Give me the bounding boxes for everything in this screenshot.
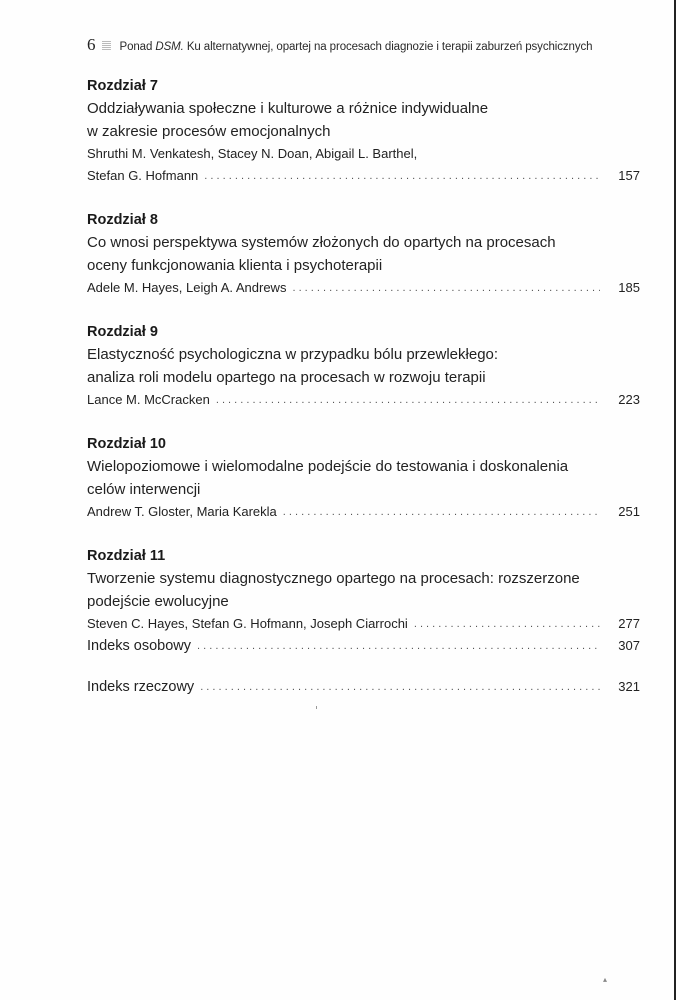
running-header-italic: DSM. bbox=[155, 41, 184, 53]
chapter-title-line: oceny funkcjonowania klienta i psychoterapii bbox=[87, 257, 383, 274]
running-header bbox=[87, 35, 647, 55]
chapter-title-line: analiza roli modelu opartego na procesach w rozwoju terapii bbox=[87, 369, 486, 386]
running-header-rest: Ku alternatywnej, opartej na procesach diagnozie i terapii zaburzeń psychicznych bbox=[183, 41, 593, 53]
header-ornament-icon bbox=[102, 41, 111, 51]
chapter-authors-last: Andrew T. Gloster, Maria Karekla bbox=[87, 504, 277, 519]
chapter-page-number: 251 bbox=[618, 504, 640, 519]
index-entry-personal[interactable] bbox=[87, 635, 640, 658]
index-entries bbox=[87, 635, 640, 699]
table-of-contents bbox=[87, 75, 640, 657]
toc-chapter-8 bbox=[87, 209, 640, 300]
chapter-heading: Rozdział 11 bbox=[87, 548, 166, 564]
toc-chapter-11 bbox=[87, 545, 640, 636]
chapter-page-number: 223 bbox=[618, 392, 640, 407]
chapter-title-line: Tworzenie systemu diagnostycznego opartego na procesach: rozszerzone bbox=[87, 570, 580, 587]
chapter-title-line: Wielopoziomowe i wielomodalne podejście do testowania i doskonalenia bbox=[87, 458, 569, 475]
index-page-number: 321 bbox=[618, 679, 640, 694]
chapter-heading: Rozdział 10 bbox=[87, 436, 166, 452]
chapter-title-line: w zakresie procesów emocjonalnych bbox=[87, 123, 331, 140]
running-header-prefix: Ponad bbox=[119, 41, 156, 53]
chapter-authors-last: Adele M. Hayes, Leigh A. Andrews bbox=[87, 280, 287, 295]
chapter-entry-line[interactable] bbox=[87, 389, 640, 412]
dot-leader bbox=[197, 635, 600, 657]
page-number: 6 bbox=[87, 35, 96, 54]
dot-leader bbox=[292, 277, 600, 299]
chapter-title-line: Co wnosi perspektywa systemów złożonych do opartych na procesach bbox=[87, 234, 556, 251]
index-entry-subject[interactable] bbox=[87, 676, 640, 699]
chapter-authors-last: Stefan G. Hofmann bbox=[87, 168, 199, 183]
chapter-entry-line[interactable] bbox=[87, 613, 640, 636]
dot-leader bbox=[200, 676, 600, 698]
toc-chapter-10 bbox=[87, 433, 640, 524]
toc-chapter-9 bbox=[87, 321, 640, 412]
dot-leader bbox=[283, 501, 600, 523]
chapter-title-line: celów interwencji bbox=[87, 481, 201, 498]
chapter-title-line: Elastyczność psychologiczna w przypadku bólu przewlekłego: bbox=[87, 346, 499, 363]
chapter-entry-line[interactable] bbox=[87, 165, 640, 188]
index-label: Indeks osobowy bbox=[87, 638, 191, 654]
toc-chapter-7 bbox=[87, 75, 640, 188]
index-label: Indeks rzeczowy bbox=[87, 679, 195, 695]
chapter-title-line: podejście ewolucyjne bbox=[87, 593, 229, 610]
chapter-heading: Rozdział 8 bbox=[87, 212, 158, 228]
chapter-authors-line: Shruthi M. Venkatesh, Stacey N. Doan, Abigail L. Barthel, bbox=[87, 146, 418, 161]
chapter-entry-line[interactable] bbox=[87, 277, 640, 300]
dot-leader bbox=[414, 613, 600, 635]
dot-leader bbox=[216, 389, 600, 411]
chapter-page-number: 277 bbox=[618, 616, 640, 631]
running-header-title bbox=[120, 41, 593, 53]
chapter-page-number: 157 bbox=[618, 168, 640, 183]
chapter-authors-last: Lance M. McCracken bbox=[87, 392, 210, 407]
chapter-page-number: 185 bbox=[618, 280, 640, 295]
index-page-number: 307 bbox=[618, 638, 640, 653]
chapter-entry-line[interactable] bbox=[87, 501, 640, 524]
print-speck bbox=[316, 706, 317, 709]
chapter-title-line: Oddziaływania społeczne i kulturowe a różnice indywidualne bbox=[87, 100, 489, 117]
scan-artifact-icon: ▴ bbox=[603, 975, 608, 984]
dot-leader bbox=[204, 165, 600, 187]
chapter-heading: Rozdział 9 bbox=[87, 324, 158, 340]
chapter-heading: Rozdział 7 bbox=[87, 78, 158, 94]
chapter-authors-last: Steven C. Hayes, Stefan G. Hofmann, Joseph Ciarrochi bbox=[87, 616, 408, 631]
